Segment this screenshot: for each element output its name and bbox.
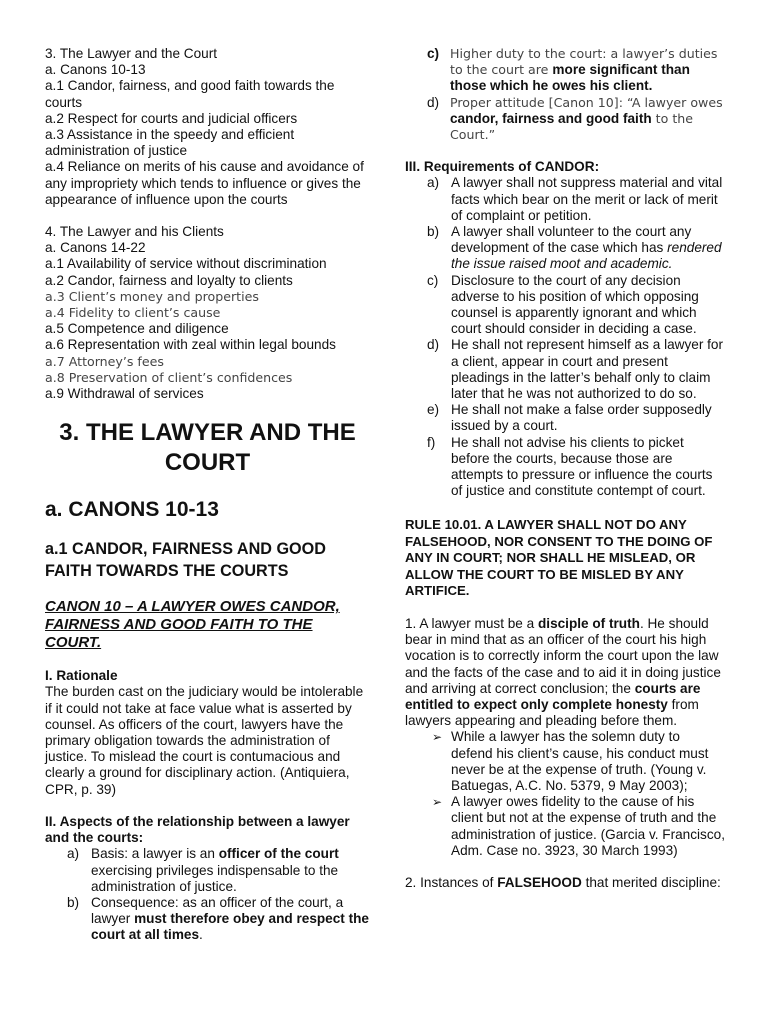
outline-lawyer-and-clients bbox=[45, 224, 370, 402]
outline-line: 4. The Lawyer and his Clients bbox=[45, 224, 224, 240]
paragraph-text: . He should bear in mind that as an officer of the court his high vocation is to correctly inform the court upon the law and the facts of the case and to aid it in doing justice and arriving at correct conclusion; the bbox=[405, 615, 721, 696]
aspects-title: II. Aspects of the relationship between a lawyer and the courts: bbox=[45, 813, 350, 846]
list-marker: f) bbox=[427, 434, 436, 450]
aspect-bold-text: candor, fairness and good faith bbox=[450, 110, 652, 126]
outline-line: a.8 Preservation of client’s confidences bbox=[45, 369, 293, 385]
topic-heading: a.1 CANDOR, FAIRNESS AND GOOD FAITH TOWARDS THE COURTS bbox=[45, 540, 326, 581]
paragraph-text: that merited discipline: bbox=[581, 875, 721, 891]
outline-line: a.7 Attorney’s fees bbox=[45, 353, 164, 369]
requirements-title: III. Requirements of CANDOR: bbox=[405, 159, 600, 175]
rationale-title: I. Rationale bbox=[45, 668, 118, 684]
outline-line: a.3 Assistance in the speedy and efficient administration of justice bbox=[45, 127, 295, 159]
requirement-italic-text: rendered the issue raised moot and academic. bbox=[451, 240, 722, 272]
requirement-item-f bbox=[405, 435, 725, 500]
paragraph-falsehood bbox=[405, 875, 725, 891]
requirement-text: Disclosure to the court of any decision adverse to his position of which opposing counsel is apparently ignorant and which court should consider in deciding a case. bbox=[451, 272, 699, 337]
requirement-text: He shall not advise his clients to picket before the courts, because those are attempts to pressure or influence the courts of justice and constitute contempt of court. bbox=[451, 434, 713, 499]
outline-line: a.4 Reliance on merits of his cause and avoidance of any impropriety which tends to influence or gives the appearance of influence upon the courts bbox=[45, 159, 364, 207]
aspect-item-d bbox=[405, 95, 725, 144]
aspect-text: . bbox=[199, 927, 203, 943]
aspect-text: Higher duty to the court: a lawyer’s duties to the court are bbox=[450, 46, 718, 78]
outline-line: a.2 Respect for courts and judicial officers bbox=[45, 110, 298, 126]
outline-line: a.6 Representation with zeal within legal bounds bbox=[45, 337, 336, 353]
paragraph-text: from lawyers appearing and pleading before them. bbox=[405, 697, 699, 729]
subsection-heading: a. CANONS 10-13 bbox=[45, 498, 219, 522]
outline-line: a.4 Fidelity to client’s cause bbox=[45, 305, 221, 321]
aspect-bold-text: officer of the court bbox=[218, 846, 339, 862]
list-marker: c) bbox=[427, 272, 439, 288]
rule-heading: RULE 10.01. A LAWYER SHALL NOT DO ANY FALSEHOOD, NOR CONSENT TO THE DOING OF ANY IN COURT; NOR SHALL HE MISLEAD, OR ALLOW THE COURT TO BE MISLED BY ANY ARTIFICE. bbox=[405, 517, 713, 599]
list-marker: d) bbox=[427, 94, 440, 110]
list-marker: d) bbox=[427, 337, 440, 353]
aspect-item-b bbox=[45, 895, 370, 944]
requirement-text: A lawyer shall volunteer to the court any development of the case which has bbox=[451, 224, 692, 256]
paragraph-text: 1. A lawyer must be a bbox=[405, 615, 538, 631]
list-marker: e) bbox=[427, 402, 440, 418]
outline-line: a.2 Candor, fairness and loyalty to clients bbox=[45, 272, 293, 288]
outline-line: a.1 Candor, fairness, and good faith towards the courts bbox=[45, 78, 335, 110]
arrow-bullet-icon: ➢ bbox=[432, 795, 443, 810]
arrow-bullet-icon: ➢ bbox=[432, 730, 443, 745]
requirement-text: He shall not make a false order supposedly issued by a court. bbox=[451, 402, 712, 434]
aspect-text: to the Court.” bbox=[450, 110, 693, 143]
paragraph-bold-text: disciple of truth bbox=[537, 615, 640, 631]
requirement-item-a bbox=[405, 175, 725, 224]
list-marker: b) bbox=[427, 224, 440, 240]
right-column bbox=[405, 46, 725, 891]
paragraph-bold-text: FALSEHOOD bbox=[497, 875, 582, 891]
aspect-item-c bbox=[405, 46, 725, 95]
outline-line: a.3 Client’s money and properties bbox=[45, 288, 259, 304]
requirement-item-c bbox=[405, 273, 725, 338]
left-column bbox=[45, 46, 370, 944]
paragraph-bold-text: courts are entitled to expect only complete honesty bbox=[405, 680, 701, 712]
aspect-text: exercising privileges indispensable to the administration of justice. bbox=[91, 862, 339, 894]
aspect-bold-text: more significant than those which he owes his client. bbox=[450, 62, 690, 94]
section-heading: 3. THE LAWYER AND THE COURT bbox=[59, 419, 356, 477]
bullet-item bbox=[405, 794, 725, 859]
canon-heading: CANON 10 – A LAWYER OWES CANDOR, FAIRNESS AND GOOD FAITH TO THE COURT. bbox=[45, 598, 340, 652]
list-marker: c) bbox=[427, 46, 440, 61]
requirement-item-b bbox=[405, 224, 725, 273]
outline-line: 3. The Lawyer and the Court bbox=[45, 46, 218, 61]
rationale-text: The burden cast on the judiciary would be intolerable if it could not take at face value what is asserted by counsel. As officers of the court, lawyers have the primary obligation towards the administration of justice. To mislead the court is contumacious and clearly a ground for disciplinary action. (Antiquiera, CPR, p. 39) bbox=[45, 684, 364, 797]
requirement-item-e bbox=[405, 402, 725, 434]
requirement-item-d bbox=[405, 337, 725, 402]
outline-line: a.1 Availability of service without discrimination bbox=[45, 256, 327, 272]
requirement-text: He shall not represent himself as a lawyer for a client, appear in court and present pleadings in the latter’s behalf only to claim later that he was not authorized to do so. bbox=[451, 337, 723, 402]
outline-line: a.5 Competence and diligence bbox=[45, 321, 229, 337]
list-marker: b) bbox=[67, 894, 80, 910]
list-marker: a) bbox=[67, 846, 80, 862]
outline-line: a. Canons 14-22 bbox=[45, 240, 146, 256]
bullet-item bbox=[405, 729, 725, 794]
paragraph-text: 2. Instances of bbox=[405, 875, 498, 891]
aspect-bold-text: must therefore obey and respect the court at all times bbox=[91, 911, 369, 943]
requirement-text: A lawyer shall not suppress material and vital facts which bear on the merit or lack of merit of complaint or petition. bbox=[451, 175, 723, 223]
outline-line: a. Canons 10-13 bbox=[45, 62, 146, 78]
bullet-text: A lawyer owes fidelity to the cause of his client but not at the expense of truth and the administration of justice. (Garcia v. Francisco, Adm. Case no. 3923, 30 March 1993) bbox=[451, 794, 725, 858]
aspect-item-a bbox=[45, 846, 370, 895]
paragraph-disciple-of-truth bbox=[405, 616, 725, 729]
outline-line: a.9 Withdrawal of services bbox=[45, 386, 204, 402]
list-marker: a) bbox=[427, 175, 440, 191]
aspect-text: Consequence: as an officer of the court, a lawyer bbox=[91, 894, 344, 927]
aspect-text: Proper attitude [Canon 10]: “A lawyer owes bbox=[450, 94, 723, 110]
bullet-text: While a lawyer has the solemn duty to defend his client’s cause, his conduct must never be at the expense of truth. (Young v. Batuegas, A.C. No. 5379, 9 May 2003); bbox=[451, 729, 709, 794]
outline-lawyer-and-court bbox=[45, 46, 370, 208]
aspect-text: Basis: a lawyer is an bbox=[91, 846, 219, 862]
